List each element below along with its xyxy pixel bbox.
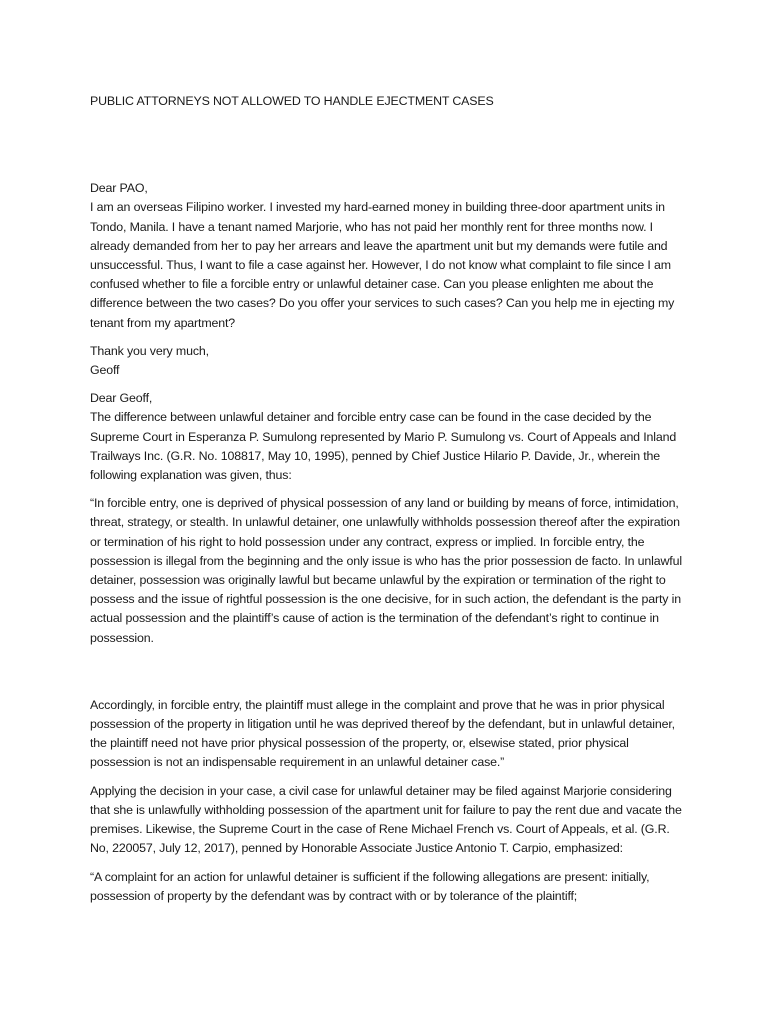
quoted-paragraph-3: “A complaint for an action for unlawful detainer is sufficient if the following allegations are present: initially, possession of property by the defendant was by contract with or by tolerance of the plaintiff;: [90, 869, 650, 903]
quoted-paragraph-1: “In forcible entry, one is deprived of physical possession of any land or building by means of force, intimidation, threat, strategy, or stealth. In unlawful detainer, one unlawfully withholds possession thereof after the expiration or termination of his right to hold possession under any contract, express or implied. In forcible entry, the possession is illegal from the beginning and the only issue is who has the prior possession de facto. In unlawful detainer, possession was originally lawful but became unlawful by the expiration or termination of the right to possess and the issue of rightful possession is the one decisive, for in such action, the defendant is the party in actual possession and the plaintiff’s cause of action is the termination of the defendant’s right to continue in possession.: [90, 496, 682, 645]
reply-intro: The difference between unlawful detainer and forcible entry case can be found in the case decided by the Supreme Court in Esperanza P. Sumulong represented by Mario P. Sumulong vs. Court of Appeals and Inland Trailways Inc. (G.R. No. 108817, May 10, 1995), penned by Chief Justice Hilario P. Davide, Jr., wherein the following explanation was given, thus:: [90, 410, 677, 483]
quoted-paragraph-2: Accordingly, in forcible entry, the plaintiff must allege in the complaint and prove that he was in prior physical possession of the property in litigation until he was deprived thereof by the defendant, but in unlawful detainer, the plaintiff need not have prior physical possession of the property, or, elsewise stated, prior physical possession is not an indispensable requirement in an unlawful detainer case.”: [90, 697, 675, 770]
document-body: [90, 92, 682, 906]
letter-body: I am an overseas Filipino worker. I invested my hard-earned money in building three-door apartment units in Tondo, Manila. I have a tenant named Marjorie, who has not paid her monthly rent for three months now. I already demanded from her to pay her arrears and leave the apartment unit but my demands were futile and unsuccessful. Thus, I want to file a case against her. However, I do not know what complaint to file since I am confused whether to file a forcible entry or unlawful detainer case. Can you please enlighten me about the difference between the two cases? Do you offer your services to such cases? Can you help me in ejecting my tenant from my apartment?: [90, 200, 675, 330]
letter-closing: Thank you very much,: [90, 343, 209, 358]
letter-signature: Geoff: [90, 363, 120, 378]
letter-salutation: Dear PAO,: [90, 181, 148, 196]
document-title: PUBLIC ATTORNEYS NOT ALLOWED TO HANDLE EJECTMENT CASES: [90, 94, 494, 108]
reply-salutation: Dear Geoff,: [90, 391, 153, 406]
application-paragraph: Applying the decision in your case, a civil case for unlawful detainer may be filed against Marjorie considering that she is unlawfully withholding possession of the apartment unit for failure to pay the rent due and vacate the premises. Likewise, the Supreme Court in the case of Rene Michael French vs. Court of Appeals, et al. (G.R. No, 220057, July 12, 2017), penned by Honorable Associate Justice Antonio T. Carpio, emphasized:: [90, 783, 682, 856]
